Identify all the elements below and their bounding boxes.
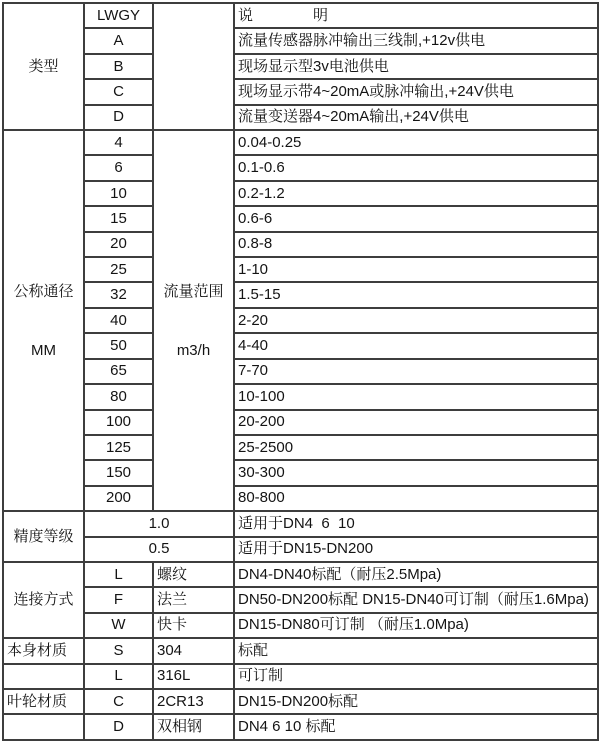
impeller-name-cell: 2CR13	[153, 689, 234, 714]
diameter-size-cell: 10	[84, 181, 153, 206]
table-row	[3, 664, 598, 689]
flow-range-label-line1: 流量范围	[163, 282, 224, 300]
spec-table	[2, 2, 599, 741]
diameter-size-cell: 200	[84, 486, 153, 511]
category-cell-impeller-material: 叶轮材质	[3, 689, 84, 714]
body-material-code-cell: S	[84, 638, 153, 663]
diameter-size-cell: 100	[84, 410, 153, 435]
type-code-cell: A	[84, 28, 153, 53]
type-desc-cell: 流量传感器脉冲输出三线制,+12v供电	[234, 28, 598, 53]
body-material-name-cell: 304	[153, 638, 234, 663]
connection-desc-cell: DN15-DN80可订制 （耐压1.0Mpa)	[234, 613, 598, 638]
table-row	[3, 257, 598, 282]
flow-range-value-cell: 0.6-6	[234, 206, 598, 231]
table-row	[3, 714, 598, 740]
empty-spacer-cell	[153, 3, 234, 130]
category-cell-diameter	[3, 130, 84, 511]
category-cell-body-material: 本身材质	[3, 638, 84, 663]
impeller-code-cell: L	[84, 664, 153, 689]
table-row	[3, 232, 598, 257]
empty-category-cell	[3, 714, 84, 740]
flow-range-value-cell: 80-800	[234, 486, 598, 511]
flow-range-value-cell: 4-40	[234, 333, 598, 358]
table-row	[3, 435, 598, 460]
accuracy-value-cell: 0.5	[84, 537, 234, 562]
flow-range-label-cell	[153, 130, 234, 511]
impeller-name-cell: 316L	[153, 664, 234, 689]
description-header-cell: 说 明	[234, 3, 598, 28]
diameter-size-cell: 6	[84, 155, 153, 180]
type-code-cell: B	[84, 54, 153, 79]
table-row	[3, 79, 598, 104]
flow-range-label-line2: m3/h	[176, 341, 211, 359]
table-row	[3, 613, 598, 638]
category-cell-type: 类型	[3, 3, 84, 130]
impeller-desc-cell: DN15-DN200标配	[234, 689, 598, 714]
impeller-code-cell: C	[84, 689, 153, 714]
flow-range-value-cell: 0.1-0.6	[234, 155, 598, 180]
table-row	[3, 282, 598, 307]
diameter-size-cell: 125	[84, 435, 153, 460]
diameter-size-cell: 4	[84, 130, 153, 155]
impeller-code-cell: D	[84, 714, 153, 740]
table-row	[3, 638, 598, 663]
diameter-label-line2: MM	[31, 341, 56, 359]
category-cell-connection: 连接方式	[3, 562, 84, 638]
connection-name-cell: 快卡	[153, 613, 234, 638]
type-code-cell: C	[84, 79, 153, 104]
connection-desc-cell: DN4-DN40标配（耐压2.5Mpa)	[234, 562, 598, 587]
model-cell: LWGY	[84, 3, 153, 28]
flow-range-value-cell: 0.04-0.25	[234, 130, 598, 155]
flow-range-value-cell: 0.2-1.2	[234, 181, 598, 206]
connection-code-cell: W	[84, 613, 153, 638]
connection-code-cell: L	[84, 562, 153, 587]
diameter-size-cell: 40	[84, 308, 153, 333]
table-row	[3, 130, 598, 155]
accuracy-value-cell: 1.0	[84, 511, 234, 536]
table-row	[3, 511, 598, 536]
table-row	[3, 105, 598, 130]
flow-range-value-cell: 20-200	[234, 410, 598, 435]
table-row	[3, 384, 598, 409]
table-row	[3, 537, 598, 562]
connection-code-cell: F	[84, 587, 153, 612]
accuracy-desc-cell: 适用于DN4 6 10	[234, 511, 598, 536]
flow-range-value-cell: 7-70	[234, 359, 598, 384]
diameter-size-cell: 50	[84, 333, 153, 358]
flow-range-value-cell: 1.5-15	[234, 282, 598, 307]
table-row	[3, 410, 598, 435]
table-row	[3, 155, 598, 180]
connection-name-cell: 法兰	[153, 587, 234, 612]
table-row	[3, 359, 598, 384]
diameter-size-cell: 32	[84, 282, 153, 307]
flow-range-value-cell: 10-100	[234, 384, 598, 409]
table-row	[3, 308, 598, 333]
flow-range-value-cell: 0.8-8	[234, 232, 598, 257]
body-material-desc-cell: 标配	[234, 638, 598, 663]
table-row	[3, 54, 598, 79]
accuracy-desc-cell: 适用于DN15-DN200	[234, 537, 598, 562]
table-row	[3, 206, 598, 231]
table-row	[3, 562, 598, 587]
impeller-name-cell: 双相钢	[153, 714, 234, 740]
diameter-size-cell: 80	[84, 384, 153, 409]
diameter-size-cell: 15	[84, 206, 153, 231]
category-cell-accuracy: 精度等级	[3, 511, 84, 562]
flow-range-value-cell: 2-20	[234, 308, 598, 333]
impeller-desc-cell: 可订制	[234, 664, 598, 689]
table-row	[3, 460, 598, 485]
flow-range-value-cell: 1-10	[234, 257, 598, 282]
connection-name-cell: 螺纹	[153, 562, 234, 587]
type-desc-cell: 流量变送器4~20mA输出,+24V供电	[234, 105, 598, 130]
table-row	[3, 689, 598, 714]
table-row	[3, 587, 598, 612]
table-row	[3, 333, 598, 358]
type-desc-cell: 现场显示带4~20mA或脉冲输出,+24V供电	[234, 79, 598, 104]
diameter-size-cell: 20	[84, 232, 153, 257]
type-code-cell: D	[84, 105, 153, 130]
table-row	[3, 3, 598, 28]
impeller-desc-cell: DN4 6 10 标配	[234, 714, 598, 740]
table-row	[3, 486, 598, 511]
flow-range-value-cell: 30-300	[234, 460, 598, 485]
flow-range-value-cell: 25-2500	[234, 435, 598, 460]
empty-category-cell	[3, 664, 84, 689]
table-row	[3, 28, 598, 53]
table-row	[3, 181, 598, 206]
type-desc-cell: 现场显示型3v电池供电	[234, 54, 598, 79]
diameter-label-line1: 公称通径	[13, 282, 74, 300]
diameter-size-cell: 150	[84, 460, 153, 485]
diameter-size-cell: 65	[84, 359, 153, 384]
connection-desc-cell: DN50-DN200标配 DN15-DN40可订制（耐压1.6Mpa)	[234, 587, 598, 612]
diameter-size-cell: 25	[84, 257, 153, 282]
